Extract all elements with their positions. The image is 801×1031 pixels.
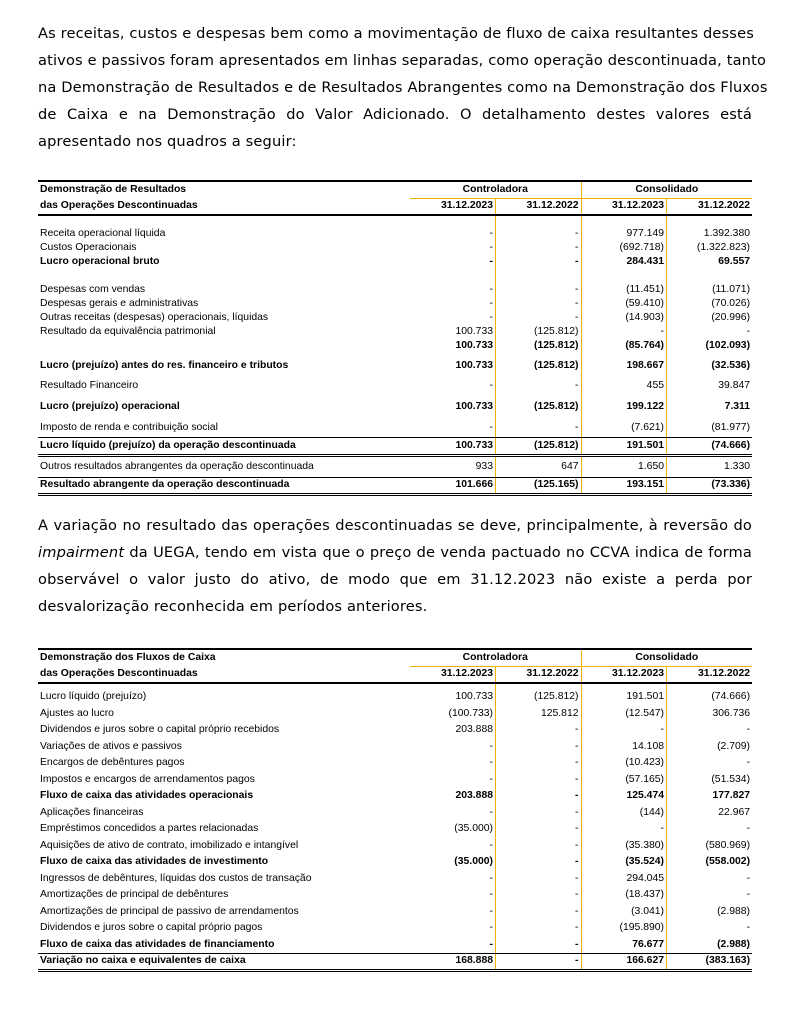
table-row <box>38 283 752 297</box>
table-row <box>38 378 752 394</box>
explanation-paragraph <box>38 512 752 620</box>
value-cell: - <box>496 378 582 394</box>
row-label: Resultado abrangente da operação descontinuada <box>38 477 410 494</box>
row-label: Dividendos e juros sobre o capital próprio recebidos <box>40 724 280 736</box>
value-cell: (125.812) <box>496 394 582 419</box>
table-row <box>38 739 752 756</box>
table-row <box>38 755 752 772</box>
value-cell: - <box>489 740 493 752</box>
table-row <box>38 722 752 739</box>
row-label: Lucro (prejuízo) antes do res. financeiro e tributos <box>40 359 289 371</box>
value-cell: - <box>496 953 582 970</box>
table-row <box>38 311 752 325</box>
value-cell: (73.336) <box>667 477 753 494</box>
table-row <box>38 772 752 789</box>
row-label: Aquisições de ativo de contrato, imobilizado e intangível <box>40 839 299 851</box>
row-label: Lucro operacional bruto <box>40 256 160 267</box>
table-row-subtotal <box>38 854 752 871</box>
value-cell: 39.847 <box>667 378 753 394</box>
value-cell: (35.000) <box>454 823 493 835</box>
column-header: 31.12.2022 <box>667 666 753 683</box>
paragraph-line: A variação no resultado das operações descontinuadas se deve, principalmente, à reversão do <box>38 517 752 534</box>
value-cell: (580.969) <box>667 838 753 855</box>
row-label: Variações de ativos e passivos <box>40 740 182 752</box>
value-cell: (125.812) <box>496 339 582 353</box>
table-row <box>38 838 752 855</box>
table-header-row <box>38 666 752 683</box>
value-cell: - <box>489 228 493 239</box>
value-cell: - <box>496 838 582 855</box>
value-cell: 1.392.380 <box>667 227 753 241</box>
value-cell: 168.888 <box>410 953 496 970</box>
group-header-consolidado: Consolidado <box>581 649 752 666</box>
value-cell: - <box>667 920 753 937</box>
value-cell: 100.733 <box>455 691 493 703</box>
value-cell: - <box>496 311 582 325</box>
table-subtitle: das Operações Descontinuadas <box>38 666 410 683</box>
row-label: Resultado Financeiro <box>40 380 139 391</box>
value-cell: (57.165) <box>581 772 667 789</box>
value-cell: (7.621) <box>581 419 667 437</box>
value-cell: 22.967 <box>667 805 753 822</box>
value-cell: 294.045 <box>581 871 667 888</box>
row-label: Lucro líquido (prejuízo) da operação descontinuada <box>38 437 410 455</box>
value-cell: - <box>496 788 582 805</box>
paragraph-line: desvalorização reconhecida em períodos anteriores. <box>38 598 428 615</box>
value-cell: 647 <box>496 455 582 477</box>
value-cell: (20.996) <box>667 311 753 325</box>
table-title: Demonstração dos Fluxos de Caixa <box>38 649 410 666</box>
value-cell: 100.733 <box>410 437 496 455</box>
value-cell: (35.380) <box>581 838 667 855</box>
value-cell: - <box>667 325 753 339</box>
value-cell: (195.890) <box>581 920 667 937</box>
value-cell: (125.812) <box>496 353 582 378</box>
table-row <box>38 325 752 339</box>
value-cell: 69.557 <box>667 255 753 269</box>
value-cell: 284.431 <box>581 255 667 269</box>
table-row-subtotal <box>38 788 752 805</box>
table-row <box>38 904 752 921</box>
spacer-row <box>38 215 752 227</box>
table-row <box>38 805 752 822</box>
value-cell: - <box>496 854 582 871</box>
table-row <box>38 227 752 241</box>
value-cell: (85.764) <box>581 339 667 353</box>
table-row <box>38 455 752 477</box>
value-cell: - <box>496 887 582 904</box>
value-cell: - <box>489 757 493 769</box>
column-header: 31.12.2023 <box>410 666 496 683</box>
column-header: 31.12.2022 <box>667 198 753 215</box>
value-cell: (558.002) <box>667 854 753 871</box>
table-row <box>38 821 752 838</box>
value-cell: 166.627 <box>581 953 667 970</box>
row-label: Despesas com vendas <box>40 284 146 295</box>
row-label: Ajustes ao lucro <box>40 707 114 719</box>
value-cell: 977.149 <box>581 227 667 241</box>
value-cell: 203.888 <box>455 790 493 802</box>
value-cell: (100.733) <box>448 707 493 719</box>
row-label: Resultado da equivalência patrimonial <box>40 326 216 337</box>
value-cell: 100.733 <box>455 326 493 337</box>
column-header: 31.12.2022 <box>496 666 582 683</box>
value-cell: (74.666) <box>667 689 753 706</box>
row-label: Impostos e encargos de arrendamentos pagos <box>40 773 255 785</box>
paragraph-line: apresentado nos quadros a seguir: <box>38 133 297 150</box>
value-cell: - <box>410 937 496 954</box>
value-cell: - <box>496 920 582 937</box>
value-cell: 199.122 <box>581 394 667 419</box>
value-cell: - <box>496 241 582 255</box>
group-header-controladora: Controladora <box>410 181 581 198</box>
value-cell: (692.718) <box>581 241 667 255</box>
value-cell: - <box>496 227 582 241</box>
value-cell: 455 <box>581 378 667 394</box>
value-cell: 100.733 <box>455 340 493 351</box>
value-cell: (125.812) <box>496 689 582 706</box>
value-cell: 1.650 <box>581 455 667 477</box>
value-cell: 125.474 <box>581 788 667 805</box>
value-cell: 7.311 <box>667 394 753 419</box>
value-cell: 306.736 <box>667 706 753 723</box>
row-label <box>38 339 410 353</box>
value-cell: (70.026) <box>667 297 753 311</box>
value-cell: - <box>489 839 493 851</box>
value-cell: - <box>489 889 493 901</box>
value-cell: - <box>489 872 493 884</box>
value-cell: (35.000) <box>454 856 493 868</box>
value-cell: - <box>496 871 582 888</box>
value-cell: (59.410) <box>581 297 667 311</box>
value-cell: (383.163) <box>667 953 753 970</box>
table-row-subtotal <box>38 394 752 419</box>
value-cell: - <box>489 380 493 391</box>
value-cell: (125.165) <box>496 477 582 494</box>
value-cell: 101.666 <box>410 477 496 494</box>
value-cell: (32.536) <box>667 353 753 378</box>
value-cell: (2.709) <box>667 739 753 756</box>
table-header-row <box>38 181 752 198</box>
spacer-row <box>38 269 752 283</box>
value-cell: 177.827 <box>667 788 753 805</box>
row-label: Lucro líquido (prejuízo) <box>40 691 147 703</box>
paragraph-line: observável o valor justo do ativo, de modo que em 31.12.2023 não existe a perda por <box>38 571 752 588</box>
table-row <box>38 689 752 706</box>
paragraph-line <box>38 539 752 566</box>
paragraph-line: ativos e passivos foram apresentados em linhas separadas, como operação descontinuada, tanto <box>38 52 767 69</box>
row-label: Fluxo de caixa das atividades de financiamento <box>38 937 410 954</box>
income-statement-table <box>38 180 752 496</box>
value-cell: - <box>489 773 493 785</box>
value-cell: - <box>667 871 753 888</box>
table-row <box>38 887 752 904</box>
value-cell: - <box>489 298 493 309</box>
value-cell: - <box>496 904 582 921</box>
value-cell: (14.903) <box>581 311 667 325</box>
value-cell: (11.071) <box>667 283 753 297</box>
value-cell: - <box>489 242 493 253</box>
value-cell: (74.666) <box>667 437 753 455</box>
row-label: Lucro (prejuízo) operacional <box>40 400 180 412</box>
value-cell: (51.534) <box>667 772 753 789</box>
value-cell: (10.423) <box>581 755 667 772</box>
row-label: Outros resultados abrangentes da operação descontinuada <box>38 455 410 477</box>
value-cell: 100.733 <box>455 359 493 371</box>
row-label: Empréstimos concedidos a partes relacionadas <box>40 823 259 835</box>
value-cell: (144) <box>581 805 667 822</box>
value-cell: 193.151 <box>581 477 667 494</box>
value-cell: - <box>581 821 667 838</box>
table-row-total <box>38 437 752 455</box>
value-cell: - <box>496 772 582 789</box>
row-label: Fluxo de caixa das atividades de investimento <box>40 856 269 868</box>
value-cell: (11.451) <box>581 283 667 297</box>
group-header-consolidado: Consolidado <box>581 181 752 198</box>
value-cell: - <box>667 887 753 904</box>
value-cell: (81.977) <box>667 419 753 437</box>
table-row-subtotal <box>38 255 752 269</box>
table-row <box>38 706 752 723</box>
value-cell: - <box>667 722 753 739</box>
value-cell: - <box>496 937 582 954</box>
row-label: Despesas gerais e administrativas <box>40 298 199 309</box>
value-cell: (3.041) <box>581 904 667 921</box>
group-header-controladora: Controladora <box>410 649 581 666</box>
value-cell: (125.812) <box>496 437 582 455</box>
table-row <box>38 297 752 311</box>
paragraph-line: As receitas, custos e despesas bem como a movimentação de fluxo de caixa resultantes desses <box>38 25 754 42</box>
cash-flow-table <box>38 648 752 972</box>
table-subtitle: das Operações Descontinuadas <box>38 198 410 215</box>
value-cell: - <box>496 739 582 756</box>
value-cell: (125.812) <box>496 325 582 339</box>
row-label: Custos Operacionais <box>40 242 137 253</box>
value-cell: 933 <box>410 455 496 477</box>
row-label: Variação no caixa e equivalentes de caixa <box>38 953 410 970</box>
value-cell: - <box>496 821 582 838</box>
value-cell: 203.888 <box>455 724 493 736</box>
row-label: Outras receitas (despesas) operacionais, líquidas <box>40 312 269 323</box>
column-header: 31.12.2023 <box>581 198 667 215</box>
value-cell: - <box>489 312 493 323</box>
table-row <box>38 419 752 437</box>
value-cell: 76.677 <box>581 937 667 954</box>
value-cell: - <box>489 922 493 934</box>
value-cell: (12.547) <box>581 706 667 723</box>
value-cell: 100.733 <box>455 400 493 412</box>
value-cell: - <box>496 255 582 269</box>
table-row-total <box>38 953 752 970</box>
row-label: Imposto de renda e contribuição social <box>38 419 410 437</box>
value-cell: (1.322.823) <box>667 241 753 255</box>
value-cell: - <box>489 256 493 267</box>
value-cell: - <box>489 806 493 818</box>
row-label: Dividendos e juros sobre o capital próprio pagos <box>40 922 263 934</box>
value-cell: 14.108 <box>581 739 667 756</box>
row-label: Ingressos de debêntures, líquidas dos custos de transação <box>40 872 312 884</box>
intro-paragraph <box>38 20 768 155</box>
row-label: Fluxo de caixa das atividades operacionais <box>40 790 254 802</box>
value-cell: 191.501 <box>581 689 667 706</box>
paragraph-text: da UEGA, tendo em vista que o preço de venda pactuado no CCVA indica de forma <box>124 544 752 561</box>
value-cell: - <box>489 284 493 295</box>
value-cell: - <box>410 419 496 437</box>
value-cell: - <box>496 419 582 437</box>
value-cell: - <box>581 325 667 339</box>
table-header-row <box>38 649 752 666</box>
column-header: 31.12.2022 <box>496 198 582 215</box>
table-row <box>38 871 752 888</box>
column-header: 31.12.2023 <box>581 666 667 683</box>
value-cell: - <box>496 297 582 311</box>
value-cell: - <box>496 755 582 772</box>
row-label: Encargos de debêntures pagos <box>40 757 185 769</box>
table-row-subtotal <box>38 937 752 954</box>
table-header-row <box>38 198 752 215</box>
value-cell: - <box>581 722 667 739</box>
emphasis-term: impairment <box>38 544 125 561</box>
table-title: Demonstração de Resultados <box>38 181 410 198</box>
value-cell: - <box>496 805 582 822</box>
column-header: 31.12.2023 <box>410 198 496 215</box>
value-cell: - <box>667 755 753 772</box>
value-cell: (2.988) <box>667 937 753 954</box>
table-row-subtotal <box>38 339 752 353</box>
value-cell: - <box>489 905 493 917</box>
table-row <box>38 920 752 937</box>
value-cell: (2.988) <box>667 904 753 921</box>
table-row <box>38 241 752 255</box>
table-row-subtotal <box>38 353 752 378</box>
row-label: Amortizações de principal de debêntures <box>40 889 229 901</box>
value-cell: 198.667 <box>581 353 667 378</box>
value-cell: (102.093) <box>667 339 753 353</box>
value-cell: (35.524) <box>581 854 667 871</box>
value-cell: 1.330 <box>667 455 753 477</box>
value-cell: - <box>496 283 582 297</box>
paragraph-line: de Caixa e na Demonstração do Valor Adicionado. O detalhamento destes valores está <box>38 106 752 123</box>
value-cell: - <box>667 821 753 838</box>
value-cell: 125.812 <box>496 706 582 723</box>
value-cell: - <box>496 722 582 739</box>
row-label: Amortizações de principal de passivo de arrendamentos <box>40 905 299 917</box>
value-cell: 191.501 <box>581 437 667 455</box>
value-cell: (18.437) <box>581 887 667 904</box>
row-label: Receita operacional líquida <box>40 228 166 239</box>
table-row-total <box>38 477 752 494</box>
paragraph-line: na Demonstração de Resultados e de Resultados Abrangentes como na Demonstração dos Fluxos <box>38 79 768 96</box>
row-label: Aplicações financeiras <box>40 806 144 818</box>
